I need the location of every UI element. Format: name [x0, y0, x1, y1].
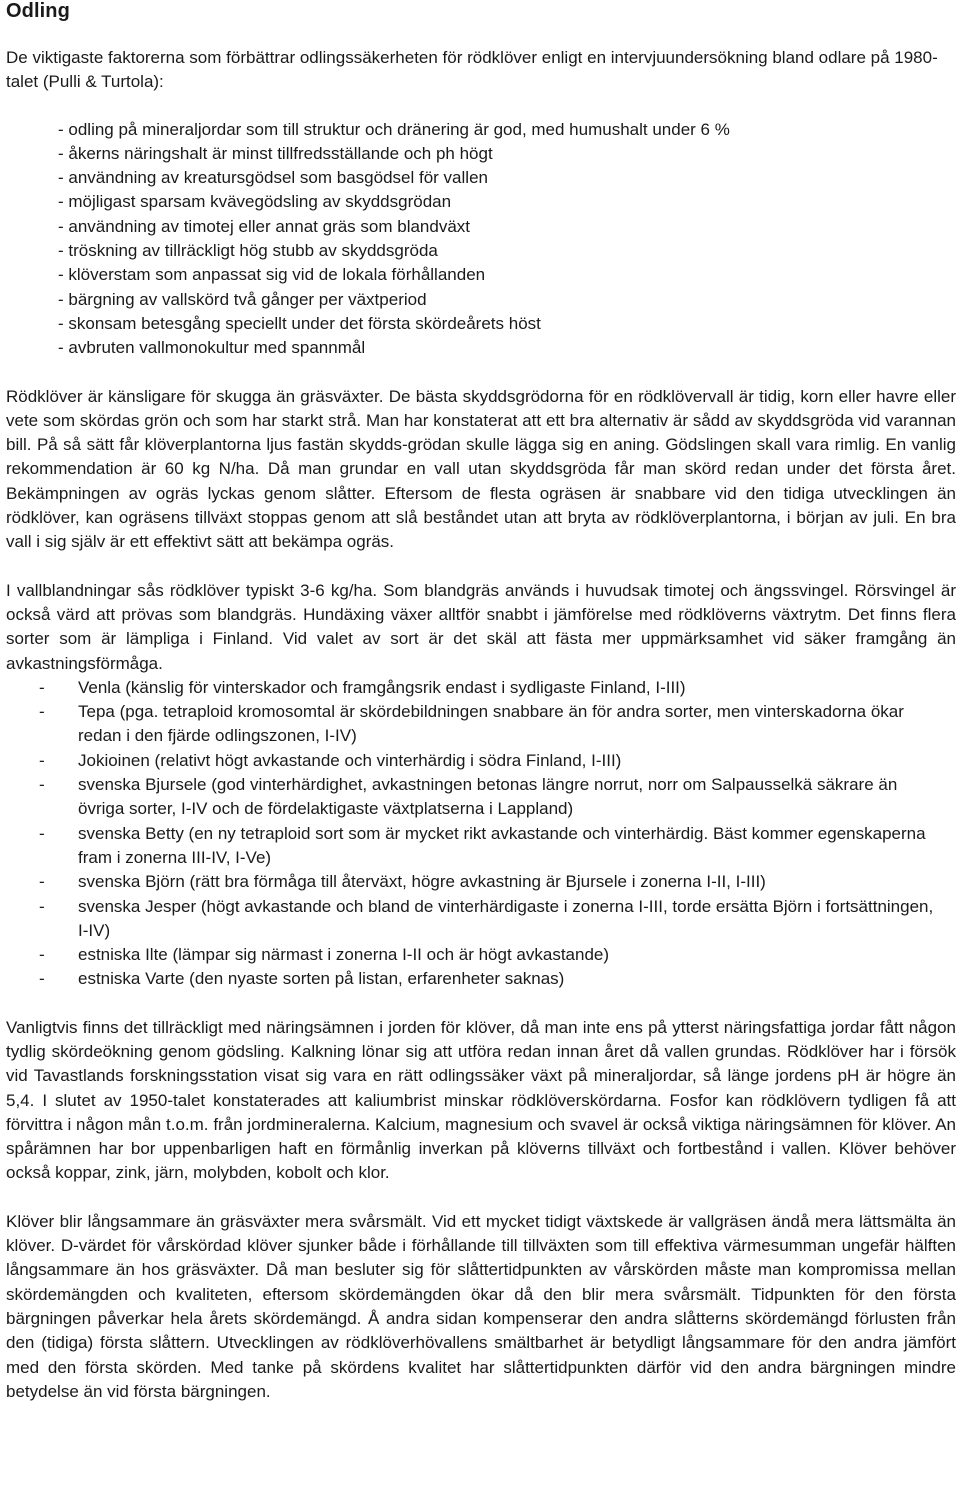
- factor-item: - skonsam betesgång speciellt under det första skördeårets höst: [58, 313, 541, 333]
- list-dash: -: [39, 969, 45, 989]
- factor-item: - användning av kreatursgödsel som basgödsel för vallen: [58, 168, 488, 188]
- variety-item: [6, 870, 956, 894]
- variety-text: svenska Björn (rätt bra förmåga till återväxt, högre avkastning är Bjursele i zonerna I-II, I-III): [78, 872, 766, 892]
- factor-item: - klöverstam som anpassat sig vid de lokala förhållanden: [58, 265, 486, 285]
- list-dash: -: [39, 945, 45, 965]
- factor-item: - möjligast sparsam kvävegödsling av skyddsgrödan: [58, 192, 452, 212]
- digestibility-paragraph: Klöver blir långsammare än gräsväxter mera svårsmält. Vid ett mycket tidigt växtskede är vallgräsen ändå mera lättsmälta än klöver. D-värdet för vårskördad klöver sjunker både i förhållande till tillväxten som till effektiva värmesumman ungefär hälften långsammare än hos gräsväxter. Då man besluter sig för slåttertidpunkten av vårskörden måste man kompromissa mellan skördemängden och kvaliteten, eftersom skördemängden ökar då den blir mera svårsmält. Tidpunkten för den första bärgningen påverkar hela årets skördemängd. Å andra sidan kompenserar den andra slåtterns skördemängd förlusten från den (tidiga) första slåttern. Utvecklingen av rödklöverhövallens smältbarhet är betydligt långsammare för den andra jämfört med den första skörden. Med tanke på skördens kvalitet har slåttertidpunkten därför vid den andra bärgningen mindre betydelse än vid första bärgningen.: [6, 1211, 956, 1401]
- mixtures-paragraph: I vallblandningar sås rödklöver typiskt 3-6 kg/ha. Som blandgräs används i huvudsak timotej och ängssvingel. Rörsvingel är också värd att prövas som blandgräs. Hundäxing växer alltför snabbt i jämförelse med rödklöverns växtrytm. Det finns flera sorter som är lämpliga i Finland. Vid valet av sort är det skäl att fästa mer uppmärksamhet vid säker framgång än avkastningsförmåga.: [6, 580, 956, 673]
- factor-item: - avbruten vallmonokultur med spannmål: [58, 338, 366, 358]
- factor-item: - odling på mineraljordar som till struktur och dränering är god, med humushalt under 6 %: [58, 119, 730, 139]
- intro-paragraph: De viktigaste faktorerna som förbättrar odlingssäkerheten för rödklöver enligt en intervjuundersökning bland odlare på 1980-talet (Pulli & Turtola):: [6, 48, 938, 92]
- list-dash: -: [39, 750, 45, 770]
- list-dash: -: [39, 702, 45, 722]
- document-page: [6, 0, 956, 1404]
- list-dash: -: [39, 775, 45, 795]
- variety-text: Venla (känslig för vinterskador och framgångsrik endast i sydligaste Finland, I-III): [78, 677, 686, 697]
- list-dash: -: [39, 872, 45, 892]
- factor-item: - användning av timotej eller annat gräs som blandväxt: [58, 216, 471, 236]
- factor-item: - åkerns näringshalt är minst tillfredsställande och ph högt: [58, 143, 493, 163]
- varieties-list: [6, 676, 956, 992]
- variety-item: [6, 700, 956, 749]
- variety-text: svenska Bjursele (god vinterhärdighet, avkastningen betonas längre norrut, norr om Salpausselkä säkrare än övriga sorter, I-IV och de fördelaktigaste växtplatserna i Lappland): [78, 775, 898, 819]
- list-dash: -: [39, 677, 45, 697]
- variety-item: [6, 749, 956, 773]
- factors-list: [58, 118, 956, 361]
- shade-paragraph: Rödklöver är känsligare för skugga än gräsväxter. De bästa skyddsgrödorna för en rödklövervall är tidig, korn eller havre eller vete som skördas grön och som har starkt strå. Man har konstaterat att ett bra alternativ är sådd av skyddsgröda vid varannan bill. På så sätt får klöverplantorna ljus fastän skydds-grödan skulle lägga sig en aning. Gödslingen skall vara rimlig. En vanlig rekommendation är 60 kg N/ha. Då man grundar en vall utan skyddsgröda får man skörd redan under det första året. Bekämpningen av ogräs lyckas genom slåtter. Eftersom de flesta ogräsen är snabbare vid den tidiga utvecklingen än rödklöver, kan ogräsens tillväxt stoppas genom att slå beståndet utan att bryta av rödklöverplantorna, i början av juli. En bra vall i sig själv är ett effektivt sätt att bekämpa ogräs.: [6, 386, 956, 552]
- variety-item: [6, 822, 956, 871]
- variety-text: estniska Varte (den nyaste sorten på listan, erfarenheter saknas): [78, 969, 565, 989]
- variety-item: [6, 773, 956, 822]
- nutrients-paragraph: Vanligtvis finns det tillräckligt med näringsämnen i jorden för klöver, då man inte ens på ytterst näringsfattiga jordar fått någon tydlig skördeökning genom gödsling. Kalkning lönar sig att utföra redan innan året då vallen grundas. Rödklöver har i försök vid Tavastlands forskningsstation visat sig vara en rätt odlingssäker växt på mineraljordar, så länge jordens pH är högre än 5,4. I slutet av 1950-talet konstaterades att kaliumbrist minskar rödklöverskördarna. Fosfor kan rödklövern tydligen få att förvittra i någon mån t.o.m. från jordmineralerna. Kalcium, magnesium och svavel är också viktiga näringsämnen för klöver. An spårämnen har bor uppenbarligen haft en förmånlig inverkan på klöverns tillväxt och fortbestånd i vallen. Klöver behöver också koppar, zink, järn, molybden, kobolt och klor.: [6, 1017, 956, 1183]
- variety-item: [6, 895, 956, 944]
- list-dash: -: [39, 823, 45, 843]
- variety-item: [6, 967, 956, 991]
- variety-item: [6, 943, 956, 967]
- factor-item: - bärgning av vallskörd två gånger per växtperiod: [58, 289, 427, 309]
- factor-item: - tröskning av tillräckligt hög stubb av skyddsgröda: [58, 241, 438, 261]
- variety-text: svenska Jesper (högt avkastande och bland de vinterhärdigaste i zonerna I-III, torde ersätta Björn i fortsättningen, I-IV): [78, 896, 934, 940]
- variety-text: Tepa (pga. tetraploid kromosomtal är skördebildningen snabbare än för andra sorter, men vinterskadorna ökar redan i den fjärde odlingszonen, I-IV): [78, 702, 904, 746]
- section-title: Odling: [6, 0, 70, 22]
- variety-text: Jokioinen (relativt högt avkastande och vinterhärdig i södra Finland, I-III): [78, 750, 622, 770]
- variety-text: estniska Ilte (lämpar sig närmast i zonerna I-II och är högt avkastande): [78, 945, 610, 965]
- variety-item: [6, 676, 956, 700]
- list-dash: -: [39, 896, 45, 916]
- variety-text: svenska Betty (en ny tetraploid sort som är mycket rikt avkastande och vinterhärdig. Bäst kommer egenskaperna fram i zonerna III-IV, I-Ve): [78, 823, 926, 867]
